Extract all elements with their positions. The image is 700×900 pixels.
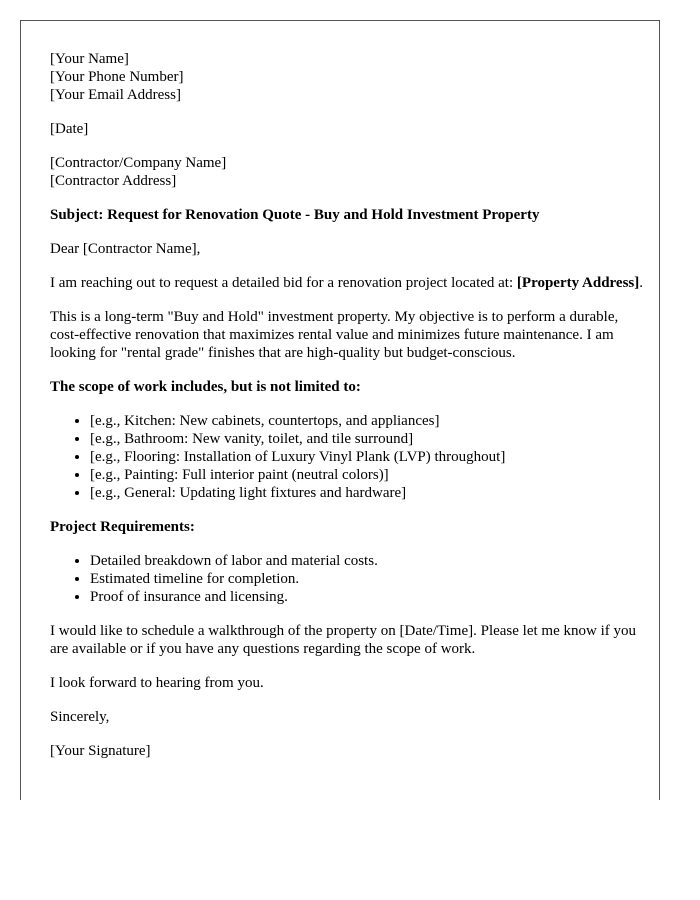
requirements-heading: Project Requirements:	[50, 519, 195, 535]
recipient-company: [Contractor/Company Name]	[50, 155, 227, 171]
scope-heading: The scope of work includes, but is not limited to:	[50, 379, 361, 395]
recipient-block	[50, 154, 650, 190]
intro-text: I am reaching out to request a detailed bid for a renovation project located at:	[50, 275, 517, 291]
list-item: • Proof of insurance and licensing.	[90, 588, 650, 606]
list-item: • [e.g., Kitchen: New cabinets, countertops, and appliances]	[90, 412, 650, 430]
requirements-list	[50, 552, 650, 606]
letter-date: [Date]	[50, 121, 89, 137]
property-address: [Property Address]	[516, 275, 640, 291]
subject-line: Subject: Request for Renovation Quote - Buy and Hold Investment Property	[50, 207, 540, 223]
recipient-address: [Contractor Address]	[50, 173, 177, 189]
objective-paragraph: This is a long-term "Buy and Hold" investment property. My objective is to perform a durable, cost-effective renovation that maximizes rental value and minimizes future maintenance. I am looking for "rental grade" finishes that are high-quality but budget-conscious.	[50, 309, 619, 361]
list-item: • Detailed breakdown of labor and material costs.	[90, 552, 650, 570]
sender-phone: [Your Phone Number]	[50, 69, 184, 85]
intro-end: .	[639, 275, 644, 291]
list-item: • Estimated timeline for completion.	[90, 570, 650, 588]
closing-line: I look forward to hearing from you.	[50, 675, 264, 691]
sender-block	[50, 50, 650, 104]
list-item: • [e.g., Painting: Full interior paint (neutral colors)]	[90, 466, 650, 484]
list-item: • [e.g., General: Updating light fixtures and hardware]	[90, 484, 650, 502]
salutation: Dear [Contractor Name],	[50, 241, 201, 257]
signoff: Sincerely,	[50, 709, 110, 725]
list-item: • [e.g., Bathroom: New vanity, toilet, and tile surround]	[90, 430, 650, 448]
intro-paragraph	[50, 274, 650, 292]
list-item: • [e.g., Flooring: Installation of Luxury Vinyl Plank (LVP) throughout]	[90, 448, 650, 466]
signature: [Your Signature]	[50, 743, 151, 759]
scope-list	[50, 412, 650, 502]
letter-page	[20, 20, 660, 800]
sender-name: [Your Name]	[50, 51, 129, 67]
letter-body	[50, 50, 650, 760]
sender-email: [Your Email Address]	[50, 87, 181, 103]
walkthrough-paragraph: I would like to schedule a walkthrough of the property on [Date/Time]. Please let me know if you are available or if you have any questions regarding the scope of work.	[50, 623, 636, 657]
